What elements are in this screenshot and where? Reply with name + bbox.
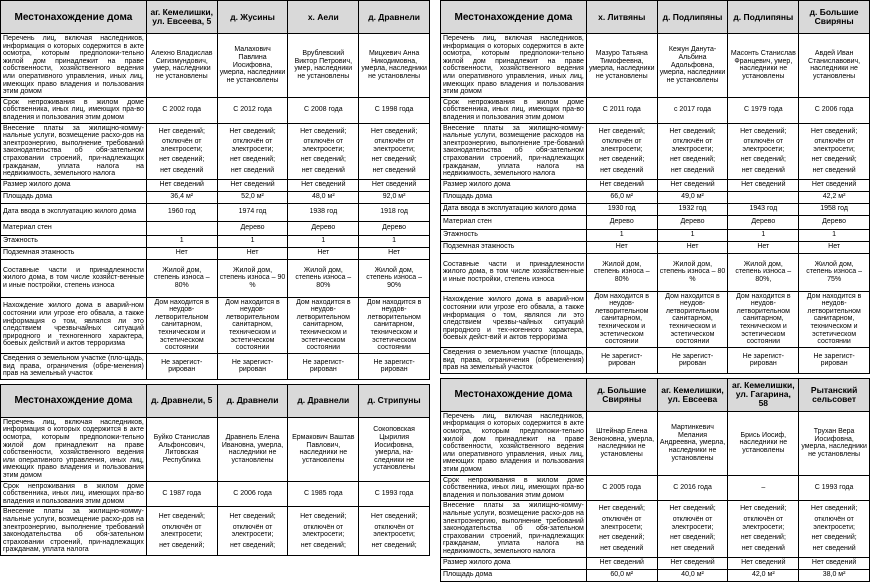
cell-line: отключён от электросети; (671, 516, 714, 531)
table-row (441, 34, 870, 98)
cell-line: нет сведений; (669, 534, 716, 542)
row-label: Размер жилого дома (441, 179, 587, 191)
table-row (441, 229, 870, 241)
table-row (441, 291, 870, 347)
cell-line: Нет сведений; (810, 127, 858, 135)
header-location: д. Стрипуны (359, 384, 430, 417)
cell-line: отключён от электросети; (373, 138, 415, 153)
table-cell: Нет (657, 241, 728, 253)
table-cell: С 2016 года (657, 475, 728, 501)
table-cell: Брись Иосиф, наследники не установлены (728, 411, 799, 475)
table-cell: Не зарегист-рирован (288, 353, 359, 379)
table-cell: 1 (586, 229, 657, 241)
table-cell: 40,0 м² (657, 569, 728, 581)
table-row (441, 475, 870, 501)
cell-line: нет сведений (741, 167, 785, 174)
header-label: Местонахождение дома (441, 378, 587, 411)
table-cell: 1930 год (586, 203, 657, 215)
table-cell (799, 501, 870, 557)
cell-line: нет сведений (670, 167, 715, 174)
table-cell (586, 123, 657, 179)
table-cell: 60,0 м² (586, 569, 657, 581)
cell-line: отключён от электросети; (742, 138, 785, 153)
table-row (441, 557, 870, 569)
houses-table-2 (0, 384, 430, 556)
table-header-row (1, 384, 430, 417)
table-row (441, 347, 870, 373)
table-row (441, 215, 870, 229)
header-label: Местонахождение дома (441, 1, 587, 34)
table-cell: Не зарегист-рирован (657, 347, 728, 373)
cell-line: отключён от электросети; (742, 516, 785, 531)
cell-line: нет сведений (372, 167, 416, 174)
cell-line: Нет сведений; (740, 505, 787, 513)
table-cell: 1 (799, 229, 870, 241)
table-row (1, 235, 430, 247)
table-row (441, 411, 870, 475)
table-cell: С 2012 года (217, 97, 288, 123)
table-row (441, 241, 870, 253)
table-cell: 38,0 м² (799, 569, 870, 581)
table-cell: 1938 год (288, 203, 359, 221)
header-location: д. Жусины (217, 1, 288, 34)
cell-line: отключён от электросети; (302, 523, 345, 539)
table-cell: Сокоповская Цырилия Иосифовна, умерла, на-следники не установлены (359, 417, 430, 481)
table-cell: Нет сведений (586, 557, 657, 569)
cell-line: Нет сведений; (669, 505, 716, 513)
cell-line: нет сведений; (300, 156, 346, 164)
table-cell: Дом находится в неудов-летворительном санитарном, техническом и эстетическом состоянии (146, 297, 217, 353)
row-label: Размер жилого дома (441, 557, 587, 569)
cell-line: Нет сведений; (300, 512, 347, 520)
table-header-row (441, 1, 870, 34)
table-cell (586, 501, 657, 557)
cell-line: нет сведений (670, 544, 715, 552)
table-cell: Мартинкевич Мелания Андреевна, умерла, наследники не установлены (657, 411, 728, 475)
header-location: аг. Кемелишки, ул. Евсеева, 5 (146, 1, 217, 34)
cell-line: Нет сведений; (598, 505, 645, 513)
cell-line: Нет сведений; (598, 127, 645, 135)
table-cell: Дом находится в неудов-летворительном санитарном, техническом и эстетическом состоянии (586, 291, 657, 347)
table-row (1, 221, 430, 235)
header-location: Рытанский сельсовет (799, 378, 870, 411)
table-cell: С 1998 года (359, 97, 430, 123)
table-cell: Не зарегист-рирован (217, 353, 288, 379)
header-location: аг. Кемелишки, ул. Евсеева (657, 378, 728, 411)
cell-line: нет сведений; (740, 534, 786, 542)
table-cell (217, 507, 288, 556)
header-location: д. Подлипяны (728, 1, 799, 34)
table-cell: С 1993 года (799, 475, 870, 501)
table-cell: Не зарегист-рирован (799, 347, 870, 373)
table-cell: Нет сведений (728, 557, 799, 569)
cell-line: нет сведений (741, 544, 785, 552)
table-cell: 52,0 м² (217, 191, 288, 203)
table-row (441, 97, 870, 123)
table-cell: Жилой дом, степень износа – 80% (586, 253, 657, 291)
cell-line: нет сведений; (300, 541, 346, 549)
cell-line: нет сведений; (811, 534, 857, 542)
row-label: Перечень лиц, включая наследников, информация о которых содержится в акте осмотра, которым предположи-тельно жилой дом принадлежит на праве собственности, хозяйственного ведения или оперативного управления, иных лиц, имеющих право владения и пользования этим домом (441, 34, 587, 98)
table-cell: Нет сведений (799, 179, 870, 191)
table-cell: Масонть Станислав Францевич, умер, наследники не установлены (728, 34, 799, 98)
table-cell: Дерево (288, 221, 359, 235)
table-cell: 1974 год (217, 203, 288, 221)
left-column (0, 0, 430, 556)
row-label: Нахождение жилого дома в аварий-ном состоянии или угрозе его обвала, а также информация о том, являлся ли это следствием чрезвычайных ситуаций природного и техногенного характера, боевых действий и актов терроризма (1, 297, 147, 353)
table-cell: с 2017 года (657, 97, 728, 123)
table-cell: Врублевский Виктор Петрович, умер, наследники не установлены (288, 34, 359, 98)
table-cell: С 1987 года (146, 481, 217, 507)
table-cell: Жилой дом, степень износа – 80% (288, 259, 359, 297)
cell-line: нет сведений; (599, 534, 645, 542)
table-cell (728, 501, 799, 557)
table-cell: Жилой дом, степень износа – 80%, (728, 253, 799, 291)
cell-line: нет сведений (160, 167, 204, 174)
table-row (1, 481, 430, 507)
table-row (1, 179, 430, 191)
header-location: х. Аели (288, 1, 359, 34)
table-cell (217, 123, 288, 179)
table-row (1, 203, 430, 221)
table-cell: Нет сведений (728, 179, 799, 191)
row-label: Площадь дома (441, 569, 587, 581)
table-cell (728, 191, 799, 203)
cell-line: отключён от электросети; (160, 138, 203, 153)
table-cell: С 2002 года (146, 97, 217, 123)
row-label: Перечень лиц, включая наследников, информация о которых содержится в акте осмотра, которым предположи-тельно жилой дом принадлежит на праве собственности, хозяйственного ведения или оперативного управления, иных лиц, имеющих право владения и пользования этим домом (441, 411, 587, 475)
table-cell: Жилой дом, степень износа – 80 % (657, 253, 728, 291)
table-cell: Не зарегист-рирован (359, 353, 430, 379)
cell-line: Нет сведений; (370, 127, 418, 135)
table-cell (146, 507, 217, 556)
table-cell: Жилой дом, степень износа – 90% (359, 259, 430, 297)
row-label: Дата ввода в эксплуатацию жилого дома (441, 203, 587, 215)
table-cell: Дравнель Елена Ивановна, умерла, наследники не установлены (217, 417, 288, 481)
table-cell: 1 (728, 229, 799, 241)
cell-line: нет сведений; (599, 156, 645, 164)
row-label: Сведения о земельном участке (пло-щадь, вид права, ограничения (обре-менения) прав на земельный участок (1, 353, 147, 379)
row-label: Срок непроживания в жилом доме собственника, иных лиц, имеющих пра-во владения и пользования этим домом (441, 97, 587, 123)
table-cell (657, 501, 728, 557)
table-cell: Ермакович Ваштав Павлович, наследники не установлены (288, 417, 359, 481)
cell-line: Нет сведений; (669, 127, 716, 135)
header-location: д. Большие Свиряны (799, 1, 870, 34)
header-location: аг. Кемелишки, ул. Гагарина, 58 (728, 378, 799, 411)
row-label: Этажность (1, 235, 147, 247)
header-location: д. Подлипяны (657, 1, 728, 34)
header-location: х. Литвяны (586, 1, 657, 34)
table-cell: С 2006 года (217, 481, 288, 507)
row-label: Материал стен (441, 215, 587, 229)
table-cell (359, 123, 430, 179)
cell-line: Нет сведений; (158, 127, 205, 135)
cell-line: нет сведений; (159, 156, 205, 164)
cell-line: отключён от электросети; (231, 138, 274, 153)
houses-table-3 (440, 0, 870, 374)
row-label: Срок непроживания в жилом доме собственника, иных лиц, имеющих пра-во владения и пользования этим домом (441, 475, 587, 501)
table-cell: Дом находится в неудов-летворительном санитарном, техническом и эстетическом состоянии (288, 297, 359, 353)
table-row (1, 297, 430, 353)
row-label: Перечень лиц, включая наследников, информация о которых содержится в акте осмотра, которым предположи-тельно жилой дом принадлежит на праве собственности, хозяйственного ведения или оперативного управления, иных лиц, имеющих право владения и пользования этим домом (1, 417, 147, 481)
table-cell: 1 (217, 235, 288, 247)
table-cell: Дерево (657, 215, 728, 229)
cell-line: нет сведений; (669, 156, 716, 164)
row-label: Внесение платы за жилищно-комму-нальные услуги, возмещение расхо-дов на электроэнергию, выполнение требований законодательства об обя-зательном страховании строений, при-надлежащих гражданам, уплата налога (1, 507, 147, 556)
row-label: Материал стен (1, 221, 147, 235)
row-label: Дата ввода в эксплуатацию жилого дома (1, 203, 147, 221)
cell-line: Нет сведений; (740, 127, 787, 135)
cell-line: нет сведений; (229, 541, 276, 549)
table-cell: Нет сведений (657, 557, 728, 569)
row-label: Внесение платы за жилищно-комму-нальные услуги, возмещение расходов на электроэнергию, выполнение тре-бований законодательства об обя-зательном страховании строений, при-надлежащих гражданам, уплата налога на недвижимость, земельного налога (441, 123, 587, 179)
table-row (441, 179, 870, 191)
row-label: Площадь дома (1, 191, 147, 203)
table-cell (288, 123, 359, 179)
table-cell: Нет (586, 241, 657, 253)
cell-line: нет сведений (812, 167, 856, 174)
table-cell: С 2008 года (288, 97, 359, 123)
table-cell (657, 123, 728, 179)
table-cell: Малахович Павлина Иосифовна, умерла, наследники не установлены (217, 34, 288, 98)
cell-line: отключён от электросети; (160, 523, 203, 539)
cell-line: отключён от электросети; (302, 138, 345, 153)
table-row (441, 501, 870, 557)
cell-line: отключён от электросети; (373, 523, 415, 539)
table-cell: 66,0 м² (586, 191, 657, 203)
cell-line: Нет сведений; (300, 127, 347, 135)
row-label: Размер жилого дома (1, 179, 147, 191)
table-cell: 42,0 м² (728, 569, 799, 581)
table-cell: Авдей Иван Станиславович, наследники не установлены (799, 34, 870, 98)
table-cell: Нет (217, 247, 288, 259)
table-cell: Буйко Станислав Альфонсович, Литовская Республика (146, 417, 217, 481)
row-label: Составные части и принадлежности жилого дома, в том числе хозяйст-венные и иные постройки, степень износа (1, 259, 147, 297)
table-cell: С 1993 года (359, 481, 430, 507)
table-cell (146, 221, 217, 235)
table-row (1, 507, 430, 556)
table-cell: С 2005 года (586, 475, 657, 501)
table-cell: С 2006 года (799, 97, 870, 123)
cell-line: нет сведений (812, 544, 856, 552)
cell-line: отключён от электросети; (671, 138, 714, 153)
table-cell: Кежун Данута-Альбина Адольфовна, умерла, наследники не установлены (657, 34, 728, 98)
table-cell: 1 (657, 229, 728, 241)
table-cell: Нет сведений (359, 179, 430, 191)
table-row (1, 123, 430, 179)
row-label: Нахождение жилого дома в аварий-ном состоянии или угрозе его обвала, а также информация о том, являлся ли это следствием чрезвы-чайных ситуаций природного и тех-ногенного характера, боевых дейст-вий и актов терроризма (441, 291, 587, 347)
table-cell: Жилой дом, степень износа – 90 % (217, 259, 288, 297)
table-cell: 1 (288, 235, 359, 247)
cell-line: нет сведений; (371, 156, 417, 164)
cell-line: Нет сведений; (229, 127, 276, 135)
table-cell: Не зарегист-рирован (146, 353, 217, 379)
table-header-row (441, 378, 870, 411)
table-cell: Не зарегист-рирован (586, 347, 657, 373)
header-location: д. Большие Свиряны (586, 378, 657, 411)
cell-line: Нет сведений; (370, 512, 418, 520)
table-row (1, 353, 430, 379)
table-row (1, 259, 430, 297)
row-label: Срок непроживания в жилом доме собственника, иных лиц, имеющих пра-во владения и пользования этим домом (1, 481, 147, 507)
cell-line: нет сведений; (371, 541, 417, 549)
table-cell (359, 507, 430, 556)
table-cell: 1 (359, 235, 430, 247)
header-location: д. Дравнели (359, 1, 430, 34)
table-cell: Мицкевич Анна Никодимовна, умерла, наследники не установлены (359, 34, 430, 98)
houses-table-4 (440, 378, 870, 582)
row-label: Срок непроживания в жилом доме собственника, иных лиц, имеющих пра-во владения и пользования этим домом (1, 97, 147, 123)
table-cell: Нет (288, 247, 359, 259)
table-row (441, 123, 870, 179)
table-cell: Дерево (728, 215, 799, 229)
table-cell: Дерево (799, 215, 870, 229)
table-cell: 1960 год (146, 203, 217, 221)
table-cell: Алехно Владислав Сигизмундович, умер, наследники не установлены (146, 34, 217, 98)
row-label: Внесение платы за жилищно-комму-нальные услуги, возмещение расхо-дов на электроэнергию, выполнение требований законодательства об обя-зательном страховании строений, при-надлежащих гражданам, уплата налога на недвижимость, земельного налога (441, 501, 587, 557)
header-label: Местонахождение дома (1, 384, 147, 417)
table-row (1, 417, 430, 481)
table-cell: 1 (146, 235, 217, 247)
cell-line: нет сведений (600, 544, 644, 552)
table-cell: С 1979 года (728, 97, 799, 123)
table-cell: 1918 год (359, 203, 430, 221)
table-cell: Жилой дом, степень износа – 80% (146, 259, 217, 297)
row-label: Подземная этажность (441, 241, 587, 253)
table-cell: Дом находится в неудов-летворительном санитарном, техническом и эстетическом состоянии (657, 291, 728, 347)
cell-line: нет сведений (301, 167, 345, 174)
cell-line: Нет сведений; (229, 512, 276, 520)
table-row (441, 191, 870, 203)
right-column (440, 0, 870, 582)
table-cell: 92,0 м² (359, 191, 430, 203)
table-cell: 1958 год (799, 203, 870, 215)
cell-line: Нет сведений; (810, 505, 858, 513)
table-row (441, 203, 870, 215)
row-label: Подземная этажность (1, 247, 147, 259)
table-cell: Дерево (586, 215, 657, 229)
cell-line: нет сведений (230, 167, 275, 174)
header-location: д. Дравнели, 5 (146, 384, 217, 417)
row-label: Площадь дома (441, 191, 587, 203)
table-row (1, 191, 430, 203)
table-row (1, 34, 430, 98)
table-row (1, 97, 430, 123)
cell-line: нет сведений; (740, 156, 786, 164)
table-cell (146, 123, 217, 179)
cell-line: отключён от электросети; (813, 516, 855, 531)
table-cell: Нет сведений (799, 557, 870, 569)
cell-line: нет сведений; (811, 156, 857, 164)
table-cell: Нет сведений (217, 179, 288, 191)
table-cell: Дерево (217, 221, 288, 235)
table-cell: Нет сведений (657, 179, 728, 191)
table-header-row (1, 1, 430, 34)
header-location: д. Дравнели (217, 384, 288, 417)
table-cell: Штейнар Елена Зеноновна, умерла, наследники не установлены (586, 411, 657, 475)
table-cell: Дом находится в неудов-летворительном санитарном, техническом и эстетическом состоянии (359, 297, 430, 353)
row-label: Внесение платы за жилищно-комму-нальные услуги, возмещение расхо-дов на электроэнергию, выполнение требований законодательства об обя-зательном страховании строений, при-надлежащих гражданам, уплата налога на недвижимость, земельного налога (1, 123, 147, 179)
cell-line: нет сведений; (229, 156, 276, 164)
table-cell: Трухан Вера Иосифовна, умерла, наследники не установлены (799, 411, 870, 475)
cell-line: нет сведений (600, 167, 644, 174)
table-cell: 36,4 м² (146, 191, 217, 203)
cell-line: нет сведений; (159, 541, 205, 549)
table-cell: Дом находится в неудов-летворительном санитарном, техническом и эстетическом состоянии (728, 291, 799, 347)
row-label: Сведения о земельном участке (площадь, вид права, ограничения (обременения) прав на земельный участок (441, 347, 587, 373)
table-cell: Дом находится в неудов-летворительном санитарном, техническом и эстетическом состоянии (217, 297, 288, 353)
table-cell: 1943 год (728, 203, 799, 215)
houses-table-1 (0, 0, 430, 380)
table-cell: – (728, 475, 799, 501)
table-cell (799, 123, 870, 179)
table-row (1, 247, 430, 259)
table-cell: Нет (799, 241, 870, 253)
cell-line: отключён от электросети; (813, 138, 855, 153)
table-cell (728, 123, 799, 179)
table-cell: Жилой дом, степень износа – 75% (799, 253, 870, 291)
table-cell: Нет сведений (146, 179, 217, 191)
table-cell: С 1985 года (288, 481, 359, 507)
table-cell: 49,0 м² (657, 191, 728, 203)
table-row (441, 253, 870, 291)
table-cell: Не зарегист-рирован (728, 347, 799, 373)
header-label: Местонахождение дома (1, 1, 147, 34)
table-cell: Нет сведений (586, 179, 657, 191)
table-cell: Мазуро Татьяна Тимофеевна, умерла, наследники не установлены (586, 34, 657, 98)
table-cell: Дерево (359, 221, 430, 235)
table-cell: Дом находится в неудов-летворительном санитарном, техническом и эстетическом состоянии (799, 291, 870, 347)
cell-line: Нет сведений; (158, 512, 205, 520)
table-cell: С 2011 года (586, 97, 657, 123)
table-cell: 48,0 м² (288, 191, 359, 203)
row-label: Составные части и принадлежности жилого дома, в том числе хозяйствен-ные и иные постройки, степень износа (441, 253, 587, 291)
table-cell: Нет (728, 241, 799, 253)
cell-line: отключён от электросети; (600, 516, 643, 531)
cell-line: отключён от электросети; (600, 138, 643, 153)
table-cell: Нет сведений (288, 179, 359, 191)
cell-line: отключён от электросети; (231, 523, 274, 539)
header-location: д. Дравнели (288, 384, 359, 417)
row-label: Перечень лиц, включая наследников, информация о которых содержится в акте осмотра, которым предположи-тельно жилой дом принадлежит на праве собственности, хозяйственного ведения или оперативного управления, иных лиц, имеющих право владения и пользования этим домом (1, 34, 147, 98)
table-cell: Нет (359, 247, 430, 259)
row-label: Этажность (441, 229, 587, 241)
table-cell: 42,2 м² (799, 191, 870, 203)
table-cell: 1932 год (657, 203, 728, 215)
table-cell (288, 507, 359, 556)
table-cell: Нет (146, 247, 217, 259)
